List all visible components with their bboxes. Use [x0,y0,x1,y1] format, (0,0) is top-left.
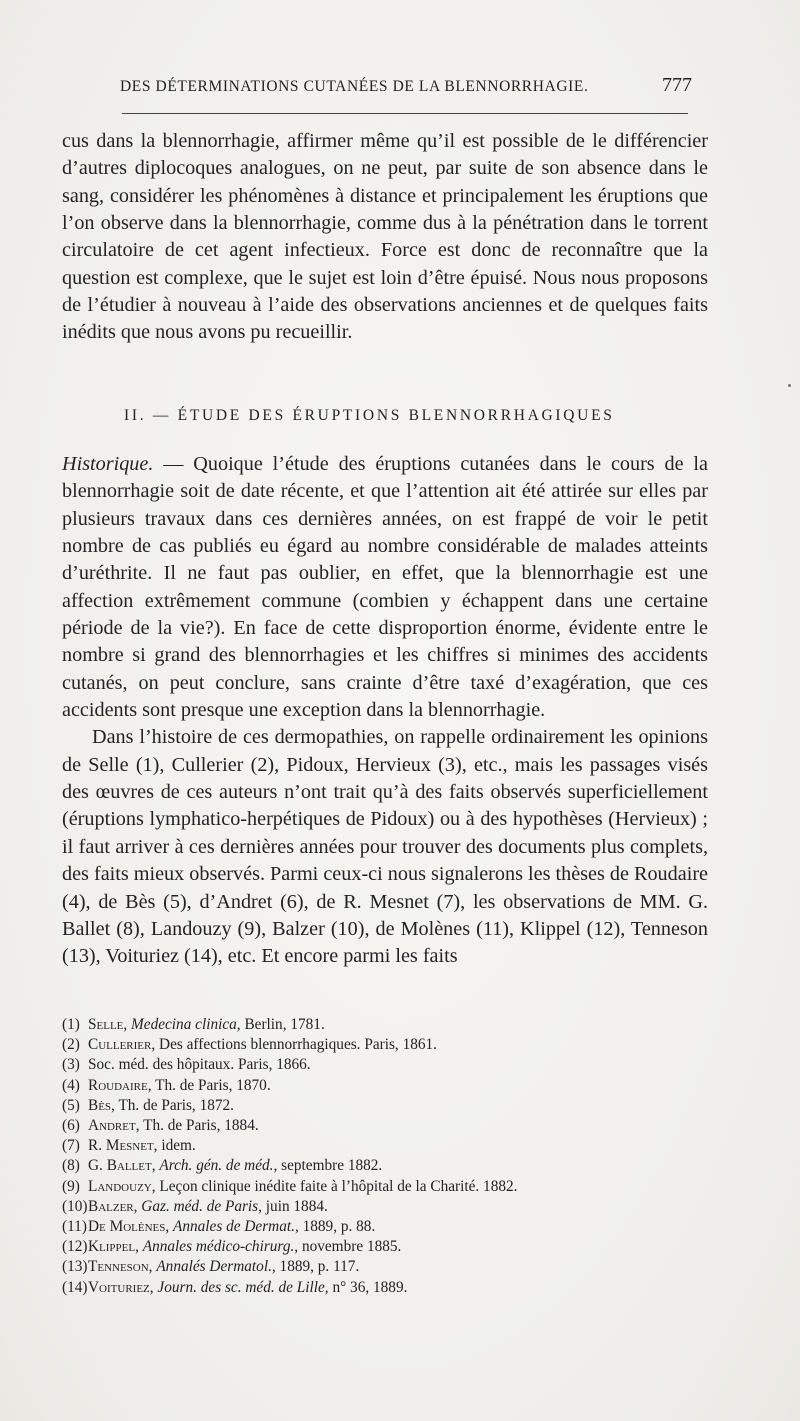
paragraph-historique [62,451,708,971]
footnote-details: Th. de Paris, 1872. [118,1096,235,1114]
paragraph-2-lead: Historique. [62,453,154,475]
paragraph-2-text: — Quoique l’étude des éruptions cutanées dans le cours de la blennorrhagie soit de date récente, et que l’attention ait été attirée sur elles par plusieurs travaux dans ces dernières années, on est frappé de voir le petit nombre de cas publiés eu égard au nombre considérable de malades atteints d’uréthrite. Il ne faut pas oublier, en effet, que la blennorrhagie est une affection extrêmement commune (combien y échappent dans une certaine période de la vie?). En face de cette disproportion énorme, évidente entre le nombre si grand des blennorrhagies et les chiffres si minimes des accidents cutanés, on peut conclure, sans crainte d’être taxé d’exagération, que ces accidents sont presque une exception dans la blennorrhagie. [62,453,708,722]
footnote-author: Voituriez, [88,1278,154,1296]
footnote-details: 1889, p. 88. [298,1218,376,1236]
footnote-author: R. Mesnet, [88,1137,158,1155]
footnote-author: Selle, [88,1016,128,1033]
footnote-details: Des affections blennorrhagiques. Paris, 1861. [159,1036,437,1054]
footnote-number: (9) [62,1177,80,1195]
footnote-journal: Journ. des sc. méd. de Lille, [157,1278,329,1296]
footnote-item [62,1116,708,1136]
footnote-details: idem. [161,1137,196,1155]
footnote-journal: Arch. gén. de méd., [159,1157,278,1175]
footnote-number: (3) [62,1056,80,1074]
footnote-author: Klippel, [88,1238,139,1256]
footnote-details: n° 36, 1889. [328,1278,408,1296]
footnote-number: (2) [62,1036,80,1054]
footnote-author: Andret, [88,1117,140,1135]
section-heading: II. — ÉTUDE DES ÉRUPTIONS BLENNORRHAGIQUES [124,407,615,424]
footnote-number: (6) [62,1117,80,1135]
header-rule [122,113,688,114]
footnote-number: (5) [62,1096,80,1114]
footnote-author: Roudaire, [88,1076,152,1094]
running-title: DES DÉTERMINATIONS CUTANÉES DE LA BLENNORRHAGIE. [120,78,589,95]
footnote-item [62,1257,708,1277]
footnote-number: (12) [62,1238,88,1256]
footnote-item [62,1177,708,1197]
footnote-item [62,1076,708,1096]
footnote-journal: Annales médico-chirurg., [142,1238,299,1256]
footnote-author: Tenneson, [88,1258,153,1276]
footnote-details: Berlin, 1781. [240,1016,325,1033]
footnote-number: (7) [62,1137,80,1155]
footnotes [62,1015,708,1298]
footnote-item [62,1136,708,1156]
footnote-author: Cullerier, [88,1036,156,1054]
footnote-number: (1) [62,1016,80,1033]
footnote-number: (8) [62,1157,80,1175]
footnote-item [62,1035,708,1055]
footnote-number: (11) [62,1218,87,1236]
footnote-details: novembre 1885. [298,1238,402,1256]
footnote-details: 1889, p. 117. [275,1258,360,1276]
footnote-details: juin 1884. [261,1197,328,1215]
footnote-number: (13) [62,1258,88,1276]
paragraph-intro [62,128,708,347]
footnote-item [62,1237,708,1257]
footnote-author: Landouzy, [88,1177,156,1195]
footnote-author: Bès, [88,1096,115,1114]
paragraph-2 [62,451,708,724]
footnote-item [62,1217,708,1237]
footnote-item [62,1096,708,1116]
footnote-item [62,1156,708,1176]
footnote-details: Th. de Paris, 1884. [143,1117,259,1135]
footnote-details: Soc. méd. des hôpitaux. Paris, 1866. [88,1056,311,1074]
footnote-journal: Medecina clinica, [131,1016,241,1033]
footnote-journal: Annales de Dermat., [173,1218,299,1236]
footnote-author: Balzer, [88,1197,138,1215]
footnote-item [62,1197,708,1217]
paragraph-1-text: cus dans la blennorrhagie, affirmer même qu’il est possible de le différencier d’autres diplocoques analogues, on ne peut, par suite de son absence dans le sang, considérer les phénomènes à distance et principalement les éruptions que l’on observe dans la blennorrhagie, comme dus à la pénétration dans le torrent circulatoire de cet agent infectieux. Force est donc de reconnaître que la question est complexe, que le sujet est loin d’être épuisé. Nous nous proposons de l’étudier à nouveau à l’aide des observations anciennes et de quelques faits inédits que nous avons pu recueillir. [62,130,708,344]
paragraph-3-text: Dans l’histoire de ces dermopathies, on rappelle ordinairement les opinions de Selle (1), Cullerier (2), Pidoux, Hervieux (3), etc., mais les passages visés des œuvres de ces auteurs n’ont trait qu’à des faits observés superficiellement (éruptions lymphatico-herpétiques de Pidoux) ou à des hypothèses (Hervieux) ; il faut arriver à ces dernières années pour trouver des documents plus complets, des faits mieux observés. Parmi ceux-ci nous signalerons les thèses de Roudaire (4), de Bès (5), d’Andret (6), de R. Mesnet (7), les observations de MM. G. Ballet (8), Landouzy (9), Balzer (10), de Molènes (11), Klippel (12), Tenneson (13), Voituriez (14), etc. Et encore parmi les faits [62,726,708,968]
page-number: 777 [662,74,692,96]
footnote-number: (4) [62,1076,80,1094]
footnote-author: De Molènes, [88,1218,170,1236]
footnote-item [62,1055,708,1075]
footnote-author: G. Ballet, [88,1157,156,1175]
footnote-journal: Gaz. méd. de Paris, [141,1197,262,1215]
footnote-number: (14) [62,1278,88,1296]
footnote-item [62,1278,708,1298]
footnote-details: Leçon clinique inédite faite à l’hôpital de la Charité. 1882. [159,1177,518,1195]
footnote-journal: Annalés Dermatol., [156,1258,276,1276]
footnote-item [62,1015,708,1035]
page-header [110,74,692,100]
ink-speck [788,384,791,387]
footnote-details: septembre 1882. [277,1157,383,1175]
footnote-number: (10) [62,1197,88,1215]
footnote-details: Th. de Paris, 1870. [155,1076,271,1094]
